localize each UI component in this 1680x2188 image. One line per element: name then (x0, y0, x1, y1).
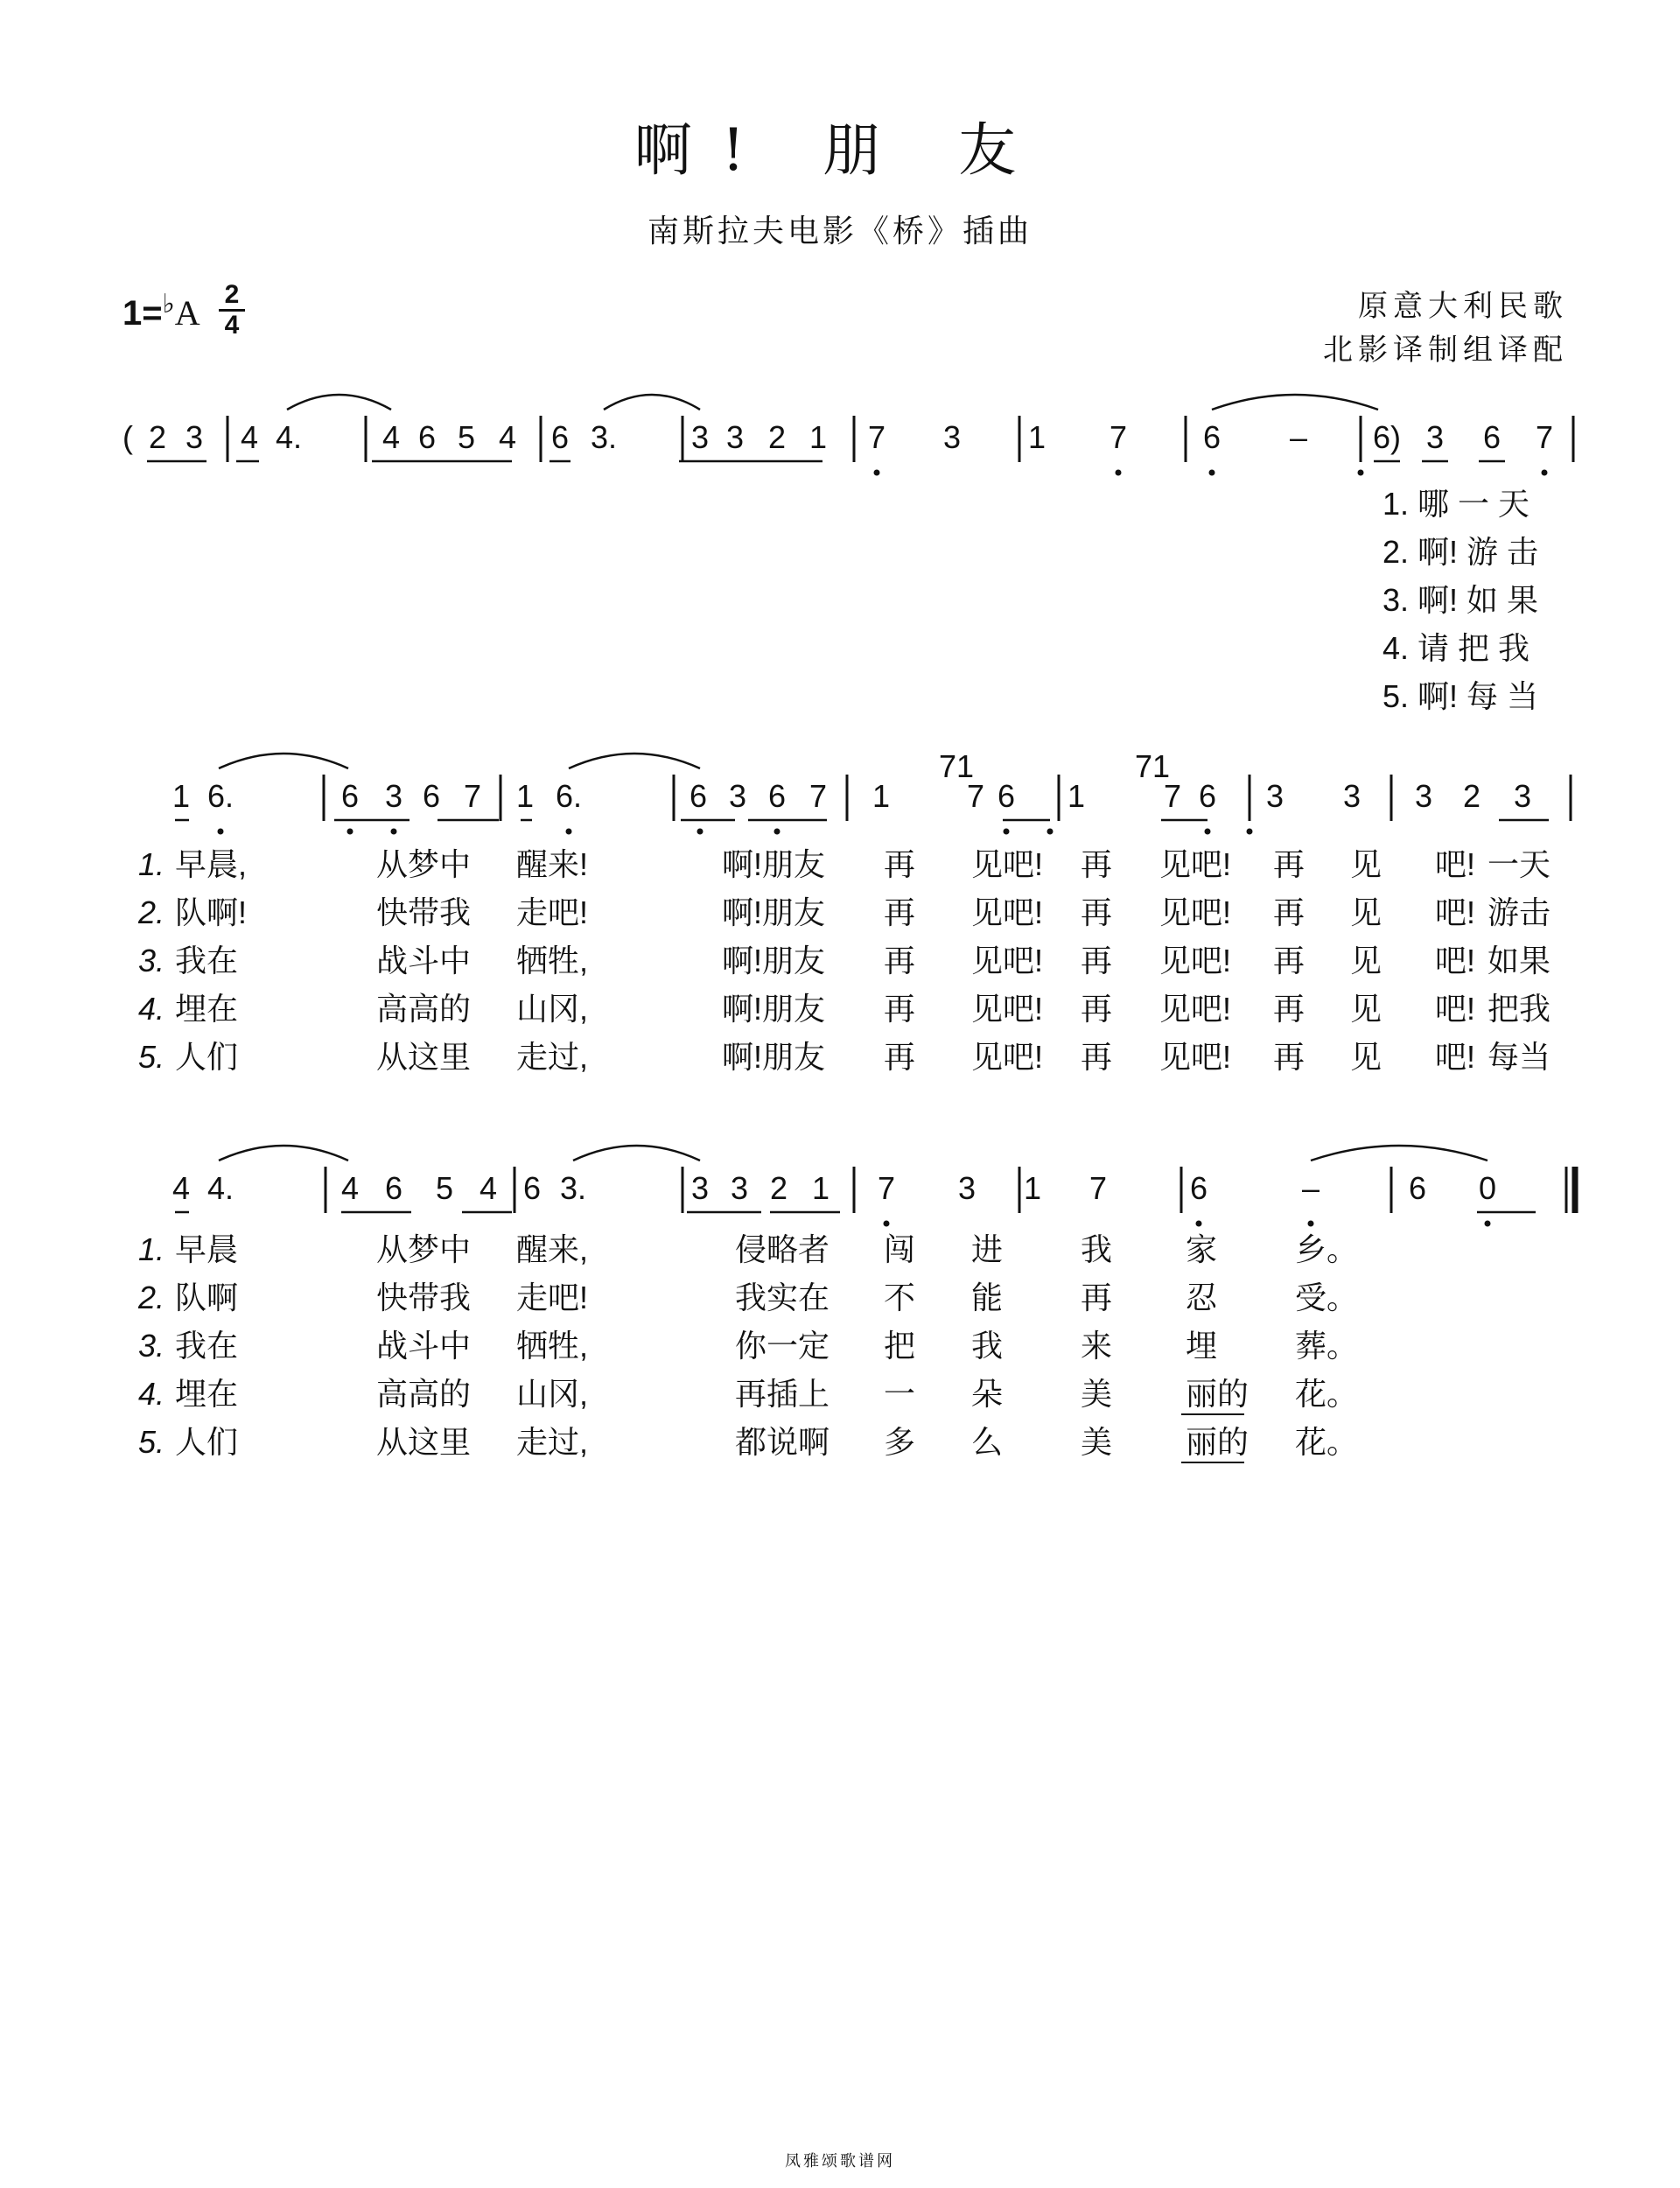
lyric-syllable: 队啊 (175, 1280, 239, 1315)
note: 7 (1163, 778, 1182, 814)
lyric-syllable: 葬。 (1295, 1328, 1359, 1364)
note: 3 (942, 419, 962, 455)
lyric-syllable: 吧! (1435, 991, 1476, 1027)
lyric-syllable: 受。 (1295, 1280, 1359, 1315)
note: 6 (522, 1170, 542, 1206)
note: 6 (997, 778, 1016, 814)
low-octave-dot (347, 829, 354, 835)
note: 4. (206, 1170, 234, 1206)
note: 4 (240, 419, 259, 455)
tie-slur (219, 754, 348, 768)
low-octave-dot (1542, 470, 1548, 476)
lyric-syllable: 快带我 (376, 1280, 472, 1315)
lyric-syllable: 再 (884, 943, 916, 978)
low-octave-dot (1209, 470, 1215, 476)
lyric-syllable: 见 (1350, 846, 1382, 882)
lyric-syllable: 再 (1273, 991, 1306, 1027)
note: 7 (1088, 1170, 1108, 1206)
note: 1 (1027, 419, 1046, 455)
lyric-syllable: 丽的 (1186, 1424, 1250, 1460)
grace-note: 71 (1134, 748, 1171, 784)
lyric-syllable: 见吧! (1159, 943, 1232, 978)
lyric-syllable: 见 (1350, 943, 1382, 978)
time-signature-bottom: 4 (224, 311, 240, 340)
note: 6 (1202, 419, 1222, 455)
lyric-syllable: 见吧! (971, 894, 1044, 930)
tie-slur (287, 395, 391, 410)
note: 1 (872, 778, 891, 814)
verse-number: 2. (138, 894, 165, 930)
lyric-syllable: 啊!朋友 (722, 943, 826, 978)
lyric-syllable: 吧! (1435, 846, 1476, 882)
note: 3. (559, 1170, 587, 1206)
verse-number: 5. (138, 1039, 165, 1075)
note: 5 (457, 419, 476, 455)
lyric-syllable: 如果 (1488, 943, 1551, 978)
composer-credit: 原意大利民歌 (1358, 289, 1568, 324)
note: 6 (340, 778, 360, 814)
note: ( (122, 419, 133, 455)
low-octave-dot (697, 829, 704, 835)
translator-credit: 北影译制组译配 (1323, 333, 1568, 368)
lyric-syllable: 见吧! (1159, 894, 1232, 930)
low-octave-dot (218, 829, 224, 835)
lyric-syllable: 啊!朋友 (722, 991, 826, 1027)
lyric-syllable: 埋在 (175, 1376, 239, 1412)
low-octave-dot (1004, 829, 1010, 835)
low-octave-dot (1047, 829, 1054, 835)
lyric-syllable: 走过, (516, 1039, 589, 1075)
note: 1 (1023, 1170, 1042, 1206)
lyric-syllable: 吧! (1435, 1039, 1476, 1075)
lyric-syllable: 再插上 (735, 1376, 830, 1412)
lyric-syllable: 早晨, (175, 846, 248, 882)
lyric-syllable: 见 (1350, 894, 1382, 930)
lyric-syllable: 多 (884, 1424, 916, 1460)
note: 7 (966, 778, 985, 814)
low-octave-dot (1116, 470, 1122, 476)
lyric-syllable: 再 (1273, 894, 1306, 930)
lyric-syllable: 侵略者 (735, 1231, 830, 1267)
verse-number: 4. (138, 1376, 165, 1412)
lyric-syllable: 一天 (1488, 846, 1551, 882)
note: 3 (1342, 778, 1362, 814)
lyric-syllable: 我在 (175, 943, 239, 978)
note: 6 (689, 778, 708, 814)
lyric-syllable: 再 (884, 1039, 916, 1075)
lyric-syllable: 吧! (1435, 894, 1476, 930)
lyric-syllable: 再 (884, 846, 916, 882)
note: 6 (417, 419, 437, 455)
lyric-syllable: 见 (1350, 991, 1382, 1027)
low-octave-dot (1196, 1221, 1202, 1227)
verse-number: 5. (138, 1424, 165, 1460)
lyric-syllable: 从这里 (376, 1424, 472, 1460)
lyric-syllable: 牺牲, (516, 1328, 589, 1364)
intro-lyric-line: 5. 啊! 每 当 (1382, 678, 1539, 714)
note: 4 (340, 1170, 360, 1206)
tie-slur (569, 754, 700, 768)
note: 3. (590, 419, 618, 455)
note: 3 (690, 1170, 710, 1206)
verse-number: 1. (138, 1231, 165, 1267)
low-octave-dot (1485, 1221, 1491, 1227)
tie-slur (1212, 395, 1378, 410)
low-octave-dot (566, 829, 572, 835)
lyric-syllable: 一 (884, 1376, 916, 1412)
lyric-syllable: 走吧! (516, 894, 589, 930)
intro-lyric-line: 2. 啊! 游 击 (1382, 534, 1539, 570)
lyric-syllable: 进 (971, 1231, 1004, 1267)
low-octave-dot (1247, 829, 1253, 835)
lyric-syllable: 每当 (1488, 1039, 1551, 1075)
lyric-syllable: 都说啊 (735, 1424, 830, 1460)
note: 5 (435, 1170, 454, 1206)
site-footer: 凤雅颂歌谱网 (785, 2152, 895, 2170)
lyric-syllable: 战斗中 (376, 1328, 472, 1364)
lyric-syllable: 我 (971, 1328, 1004, 1364)
note: 0 (1478, 1170, 1497, 1206)
lyric-syllable: 见吧! (1159, 991, 1232, 1027)
note: 3 (1414, 778, 1433, 814)
lyric-syllable: 啊!朋友 (722, 894, 826, 930)
verse-number: 2. (138, 1280, 165, 1315)
lyric-syllable: 啊!朋友 (722, 1039, 826, 1075)
note: 6 (1189, 1170, 1208, 1206)
lyric-syllable: 你一定 (735, 1328, 830, 1364)
lyric-syllable: 把 (884, 1328, 916, 1364)
lyric-syllable: 再 (1273, 943, 1306, 978)
lyric-syllable: 牺牲, (516, 943, 589, 978)
song-title: 啊! 朋 友 (634, 116, 1046, 184)
lyric-syllable: 丽的 (1186, 1376, 1250, 1412)
lyric-syllable: 美 (1081, 1376, 1113, 1412)
time-signature-top: 2 (224, 280, 240, 309)
note: 2 (148, 419, 167, 455)
key-note: A (174, 293, 200, 333)
lyric-syllable: 我实在 (735, 1280, 830, 1315)
lyric-syllable: 我在 (175, 1328, 239, 1364)
lyric-syllable: 再 (1081, 991, 1113, 1027)
lyric-syllable: 人们 (175, 1424, 239, 1460)
lyric-syllable: 乡。 (1295, 1231, 1359, 1267)
note: 7 (1535, 419, 1554, 455)
lyric-syllable: 见吧! (1159, 846, 1232, 882)
note: 1 (811, 1170, 830, 1206)
note: 7 (463, 778, 482, 814)
lyric-syllable: 走吧! (516, 1280, 589, 1315)
lyric-syllable: 朵 (971, 1376, 1004, 1412)
note: 3 (725, 419, 745, 455)
lyric-syllable: 忍 (1186, 1280, 1218, 1315)
note: – (1301, 1170, 1320, 1206)
verse-number: 1. (138, 846, 165, 882)
note: 3 (728, 778, 747, 814)
lyric-syllable: 见吧! (1159, 1039, 1232, 1075)
note: 4. (275, 419, 303, 455)
note: 6 (1482, 419, 1502, 455)
note: 3 (690, 419, 710, 455)
lyric-syllable: 从梦中 (376, 1231, 472, 1267)
lyric-syllable: 见吧! (971, 991, 1044, 1027)
note: 2 (767, 419, 787, 455)
lyric-syllable: 再 (1081, 1039, 1113, 1075)
note: 6 (767, 778, 787, 814)
lyric-syllable: 埋 (1186, 1328, 1218, 1364)
lyric-syllable: 花。 (1295, 1376, 1359, 1412)
lyric-syllable: 见吧! (971, 1039, 1044, 1075)
note: 4 (382, 419, 401, 455)
note: 3 (730, 1170, 749, 1206)
lyric-syllable: 再 (1273, 846, 1306, 882)
low-octave-dot (884, 1221, 890, 1227)
lyric-syllable: 早晨 (175, 1231, 239, 1267)
note: 6 (422, 778, 441, 814)
lyric-syllable: 吧! (1435, 943, 1476, 978)
lyric-syllable: 见 (1350, 1039, 1382, 1075)
intro-lyric-line: 3. 啊! 如 果 (1382, 582, 1539, 618)
lyric-syllable: 走过, (516, 1424, 589, 1460)
lyric-syllable: 闯 (884, 1231, 916, 1267)
lyric-syllable: 不 (884, 1280, 916, 1315)
lyric-syllable: 队啊! (175, 894, 248, 930)
tie-slur (1311, 1146, 1488, 1161)
lyric-syllable: 醒来! (516, 846, 589, 882)
low-octave-dot (1308, 1221, 1314, 1227)
low-octave-dot (1358, 470, 1364, 476)
song-subtitle: 南斯拉夫电影《桥》插曲 (647, 214, 1032, 249)
note: 1 (1067, 778, 1086, 814)
note: 6 (1408, 1170, 1427, 1206)
tie-slur (219, 1146, 348, 1161)
lyric-syllable: 再 (1081, 1280, 1113, 1315)
note: 4 (498, 419, 517, 455)
lyric-syllable: 美 (1081, 1424, 1113, 1460)
lyric-syllable: 么 (971, 1424, 1004, 1460)
verse-number: 3. (138, 943, 165, 978)
flat-sign: ♭ (162, 290, 175, 319)
note: 4 (172, 1170, 191, 1206)
lyric-syllable: 山冈, (516, 991, 589, 1027)
lyric-syllable: 游击 (1488, 894, 1551, 930)
lyric-syllable: 再 (884, 894, 916, 930)
lyric-syllable: 醒来, (516, 1231, 589, 1267)
lyric-syllable: 我 (1081, 1231, 1113, 1267)
lyric-syllable: 再 (1081, 894, 1113, 930)
key-prefix: 1= (122, 294, 163, 333)
note: 6. (206, 778, 234, 814)
lyric-syllable: 啊!朋友 (722, 846, 826, 882)
lyric-syllable: 再 (1081, 846, 1113, 882)
note: 3 (1425, 419, 1445, 455)
intro-lyric-line: 4. 请 把 我 (1382, 630, 1530, 666)
verse-number: 4. (138, 991, 165, 1027)
lyric-syllable: 山冈, (516, 1376, 589, 1412)
note: 1 (172, 778, 191, 814)
note: 7 (808, 778, 828, 814)
grace-note: 71 (938, 748, 975, 784)
note: 4 (479, 1170, 498, 1206)
note: 6 (1198, 778, 1217, 814)
lyric-syllable: 从这里 (376, 1039, 472, 1075)
note: 6. (555, 778, 583, 814)
note: 3 (384, 778, 403, 814)
low-octave-dot (1205, 829, 1211, 835)
lyric-syllable: 战斗中 (376, 943, 472, 978)
low-octave-dot (391, 829, 397, 835)
low-octave-dot (774, 829, 780, 835)
note: 3 (1513, 778, 1532, 814)
lyric-syllable: 家 (1186, 1231, 1218, 1267)
lyric-syllable: 埋在 (175, 991, 239, 1027)
lyric-syllable: 再 (884, 991, 916, 1027)
note: 1 (515, 778, 535, 814)
note: 7 (1109, 419, 1128, 455)
lyric-syllable: 来 (1081, 1328, 1113, 1364)
tie-slur (604, 395, 700, 410)
note: 6) (1372, 419, 1402, 455)
low-octave-dot (874, 470, 880, 476)
lyric-syllable: 花。 (1295, 1424, 1359, 1460)
lyric-syllable: 能 (971, 1280, 1004, 1315)
note: 3 (1265, 778, 1284, 814)
verse-number: 3. (138, 1328, 165, 1364)
note: 7 (877, 1170, 896, 1206)
lyric-syllable: 高高的 (376, 1376, 472, 1412)
note: 3 (185, 419, 204, 455)
note: 1 (808, 419, 828, 455)
note: 2 (1462, 778, 1481, 814)
lyric-syllable: 见吧! (971, 943, 1044, 978)
note: 6 (550, 419, 570, 455)
lyric-syllable: 把我 (1488, 991, 1551, 1027)
note: 6 (384, 1170, 403, 1206)
lyric-syllable: 再 (1273, 1039, 1306, 1075)
tie-slur (573, 1146, 700, 1161)
note: 7 (867, 419, 886, 455)
lyric-syllable: 见吧! (971, 846, 1044, 882)
intro-lyric-line: 1. 哪 一 天 (1382, 486, 1530, 522)
note: 2 (769, 1170, 788, 1206)
lyric-syllable: 快带我 (376, 894, 472, 930)
lyric-syllable: 人们 (175, 1039, 239, 1075)
lyric-syllable: 从梦中 (376, 846, 472, 882)
note: 3 (957, 1170, 976, 1206)
note: – (1289, 419, 1308, 455)
lyric-syllable: 高高的 (376, 991, 472, 1027)
lyric-syllable: 再 (1081, 943, 1113, 978)
